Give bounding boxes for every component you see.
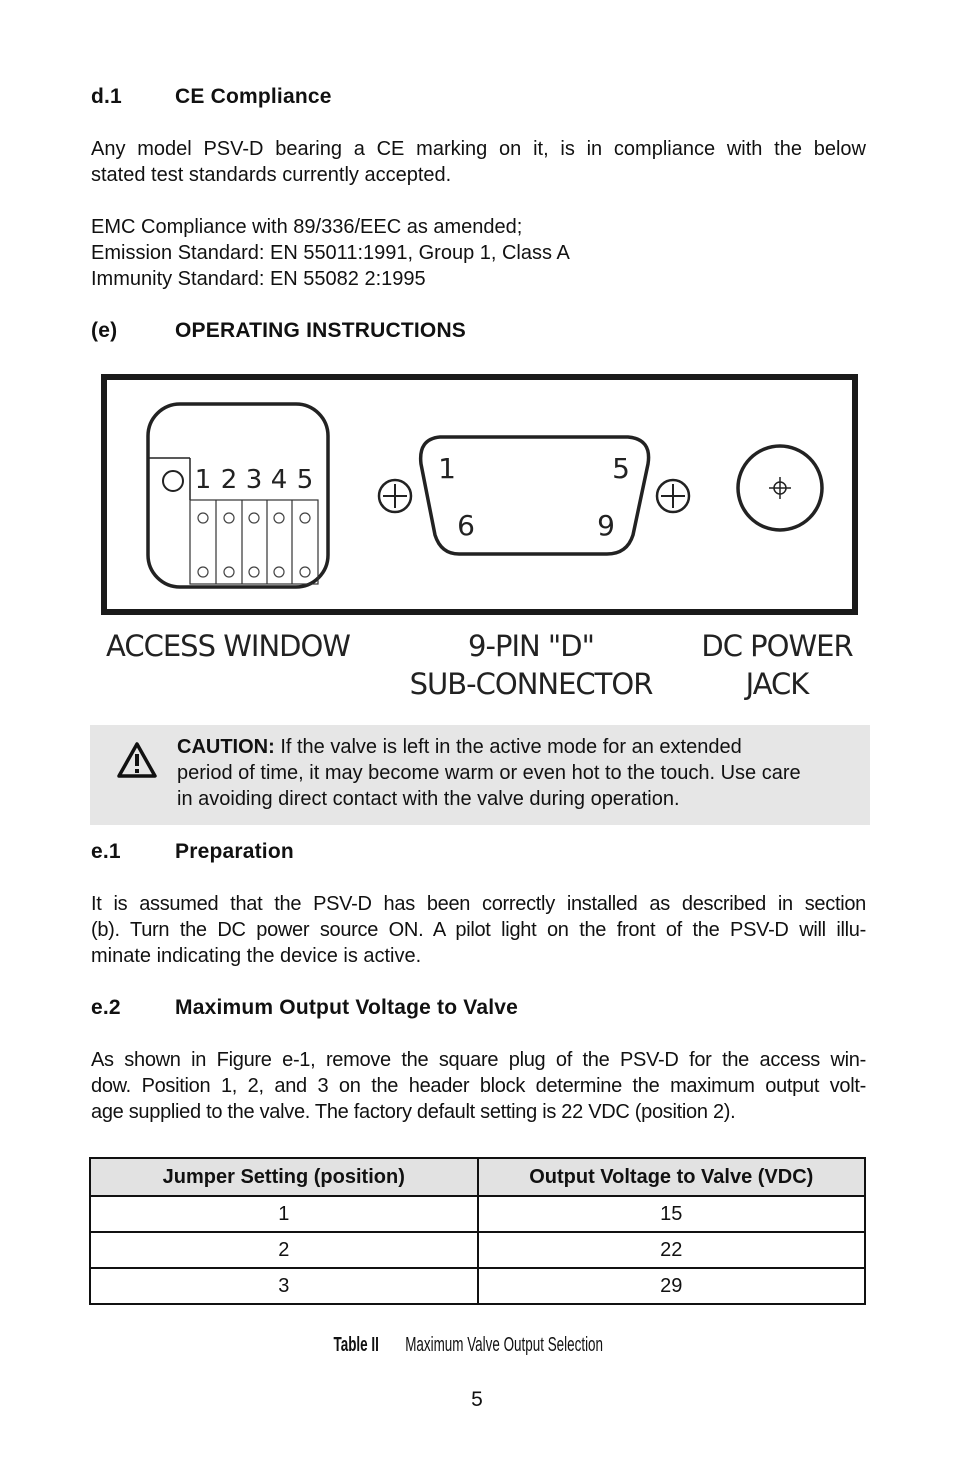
table-cell: 3 xyxy=(90,1268,478,1304)
table-caption xyxy=(0,1334,954,1357)
panel-outline xyxy=(104,377,855,612)
section-number: e.2 xyxy=(91,996,121,1019)
immunity-line: Immunity Standard: EN 55082 2:1995 xyxy=(91,268,426,290)
voltage-table xyxy=(89,1157,866,1305)
table-cell: 15 xyxy=(478,1196,866,1232)
paragraph-line: (b). Turn the DC power source ON. A pilot light on the front of the PSV-D will illu- xyxy=(91,919,866,941)
voltage-paragraph xyxy=(91,1047,866,1125)
header-number: 4 xyxy=(270,465,288,495)
emission-line: Emission Standard: EN 55011:1991, Group 1, Class A xyxy=(91,242,570,264)
ce-paragraph xyxy=(91,136,866,188)
power-label-line1: DC POWER xyxy=(701,629,853,663)
caution-label: CAUTION: xyxy=(177,736,275,758)
caution-line: in avoiding direct contact with the valve during operation. xyxy=(177,788,680,810)
emc-line: EMC Compliance with 89/336/EEC as amended; xyxy=(91,216,523,238)
table-row xyxy=(90,1268,865,1304)
table-cell: 22 xyxy=(478,1232,866,1268)
table-cell: 2 xyxy=(90,1232,478,1268)
caution-line: If the valve is left in the active mode for an extended xyxy=(274,736,742,758)
section-number: (e) xyxy=(91,319,118,342)
pin-label: 1 xyxy=(438,452,456,485)
pin-label: 5 xyxy=(612,452,630,485)
caption-label: Table II xyxy=(333,1334,380,1356)
caution-line: period of time, it may become warm or even hot to the touch. Use care xyxy=(177,762,801,784)
paragraph-line: stated test standards currently accepted. xyxy=(91,164,452,186)
section-e2-heading xyxy=(91,996,791,1022)
paragraph-line: Any model PSV-D bearing a CE marking on it, is in compliance with the below xyxy=(91,138,866,160)
table-cell: 29 xyxy=(478,1268,866,1304)
section-d1-heading xyxy=(91,85,591,111)
table-cell: 1 xyxy=(90,1196,478,1232)
paragraph-line: dow. Position 1, 2, and 3 on the header block determine the maximum output volt- xyxy=(91,1075,866,1097)
access-window-label: ACCESS WINDOW xyxy=(106,629,350,663)
section-title: CE Compliance xyxy=(175,85,332,108)
section-title: OPERATING INSTRUCTIONS xyxy=(175,319,467,342)
page-number: 5 xyxy=(471,1388,483,1411)
section-title: Preparation xyxy=(175,840,294,863)
section-number: e.1 xyxy=(91,840,121,863)
paragraph-line: minate indicating the device is active. xyxy=(91,945,422,967)
pin-label: 6 xyxy=(457,509,475,542)
paragraph-line: As shown in Figure e-1, remove the square plug of the PSV-D for the access win- xyxy=(91,1049,866,1071)
dc-power-jack-graphic xyxy=(738,446,822,530)
header-number: 1 xyxy=(194,465,212,495)
pin-label: 9 xyxy=(597,509,615,542)
caution-text xyxy=(177,734,862,812)
caution-box xyxy=(90,725,870,825)
header-number: 5 xyxy=(296,465,314,495)
column-header: Jumper Setting (position) xyxy=(90,1158,478,1196)
dsub-label-line2: SUB-CONNECTOR xyxy=(409,667,653,701)
power-label-line2: JACK xyxy=(745,667,809,701)
access-window-graphic xyxy=(148,404,328,587)
panel-diagram xyxy=(0,360,954,710)
table-row xyxy=(90,1196,865,1232)
header-number: 3 xyxy=(245,465,263,495)
preparation-paragraph xyxy=(91,891,866,969)
table-header-row xyxy=(90,1158,865,1196)
warning-icon xyxy=(116,741,158,779)
column-header: Output Voltage to Valve (VDC) xyxy=(478,1158,866,1196)
header-number: 2 xyxy=(220,465,238,495)
dsub-label-line1: 9-PIN "D" xyxy=(468,629,594,663)
section-e-heading xyxy=(91,319,691,345)
dsub-connector-graphic xyxy=(379,437,689,554)
emc-compliance-list xyxy=(91,214,866,292)
section-e1-heading xyxy=(91,840,591,866)
caption-text: Maximum Valve Output Selection xyxy=(405,1334,604,1356)
section-title: Maximum Output Voltage to Valve xyxy=(175,996,519,1019)
indicator-icon xyxy=(163,471,183,491)
paragraph-line: It is assumed that the PSV-D has been correctly installed as described in section xyxy=(91,893,866,915)
table-row xyxy=(90,1232,865,1268)
section-number: d.1 xyxy=(91,85,122,108)
paragraph-line: age supplied to the valve. The factory default setting is 22 VDC (position 2). xyxy=(91,1101,736,1123)
